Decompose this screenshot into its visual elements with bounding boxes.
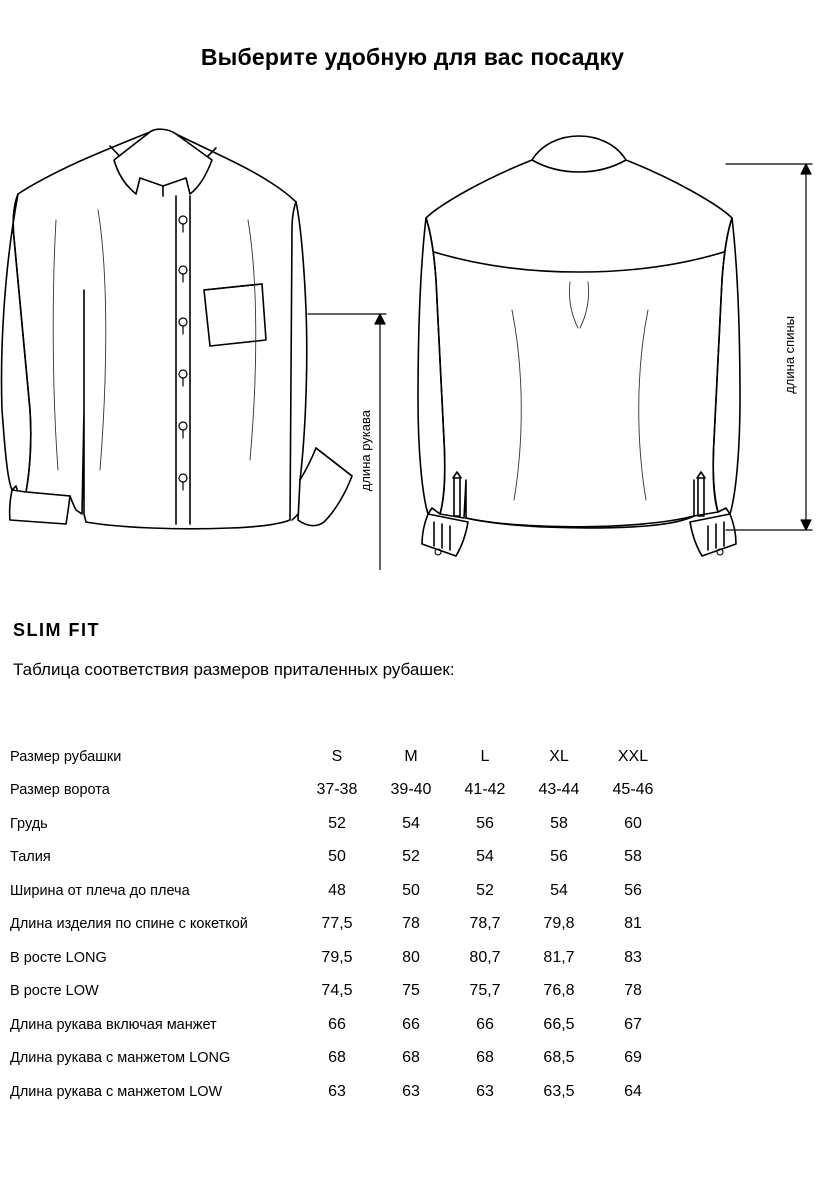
row-cell: 68 bbox=[402, 1049, 420, 1067]
row-cell: 54 bbox=[402, 814, 420, 832]
row-cell: 52 bbox=[328, 814, 346, 832]
fit-description: Таблица соответствия размеров приталенных рубашек: bbox=[13, 660, 455, 679]
fit-name: SLIM FIT bbox=[13, 620, 100, 640]
row-cell: 50 bbox=[328, 848, 346, 866]
row-cell: 64 bbox=[624, 1082, 642, 1100]
row-cell: 66 bbox=[476, 1015, 494, 1033]
back-length-label: длина спины bbox=[782, 316, 797, 394]
table-header-col-3: XL bbox=[549, 747, 569, 765]
row-cell: 80 bbox=[402, 948, 420, 966]
row-cell: 78 bbox=[624, 982, 642, 1000]
row-cell: 43-44 bbox=[538, 781, 580, 799]
table-header-label: Размер рубашки bbox=[10, 748, 122, 765]
size-table bbox=[10, 740, 670, 1109]
row-cell: 66,5 bbox=[543, 1015, 575, 1033]
row-cell: 69 bbox=[624, 1049, 642, 1067]
row-cell: 77,5 bbox=[321, 915, 353, 933]
table-header-col-2: L bbox=[480, 747, 490, 765]
table-row bbox=[10, 975, 670, 1009]
table-row bbox=[10, 941, 670, 975]
row-cell: 63 bbox=[328, 1082, 346, 1100]
row-label: Ширина от плеча до плеча bbox=[10, 882, 190, 899]
table-header-row bbox=[10, 740, 670, 774]
row-cell: 68 bbox=[476, 1049, 494, 1067]
row-cell: 56 bbox=[550, 848, 568, 866]
table-row bbox=[10, 1042, 670, 1076]
row-cell: 63 bbox=[402, 1082, 420, 1100]
row-label: Длина рукава с манжетом LONG bbox=[10, 1050, 231, 1067]
row-cell: 78 bbox=[402, 915, 420, 933]
table-header-col-1: M bbox=[404, 747, 418, 765]
row-cell: 63 bbox=[476, 1082, 494, 1100]
row-cell: 37-38 bbox=[316, 781, 358, 799]
sleeve-length-label: длина рукава bbox=[358, 410, 373, 492]
row-cell: 66 bbox=[328, 1015, 346, 1033]
shirt-front-view bbox=[2, 129, 352, 529]
row-cell: 58 bbox=[550, 814, 568, 832]
shirt-illustration bbox=[0, 110, 825, 570]
row-label: Талия bbox=[10, 849, 51, 866]
row-cell: 45-46 bbox=[612, 781, 654, 799]
row-cell: 80,7 bbox=[469, 948, 501, 966]
row-cell: 83 bbox=[624, 948, 642, 966]
row-label: В росте LOW bbox=[10, 983, 99, 1000]
row-cell: 52 bbox=[476, 881, 494, 899]
row-cell: 79,5 bbox=[321, 948, 353, 966]
table-header-col-4: XXL bbox=[617, 747, 649, 765]
table-row bbox=[10, 874, 670, 908]
row-cell: 39-40 bbox=[390, 781, 432, 799]
row-cell: 66 bbox=[402, 1015, 420, 1033]
row-cell: 74,5 bbox=[321, 982, 353, 1000]
row-cell: 76,8 bbox=[543, 982, 575, 1000]
row-cell: 75,7 bbox=[469, 982, 501, 1000]
row-cell: 48 bbox=[328, 881, 346, 899]
table-row bbox=[10, 807, 670, 841]
row-cell: 81 bbox=[624, 915, 642, 933]
row-label: Длина изделия по спине с кокеткой bbox=[10, 916, 248, 933]
row-cell: 67 bbox=[624, 1015, 642, 1033]
row-cell: 41-42 bbox=[464, 781, 506, 799]
row-cell: 60 bbox=[624, 814, 642, 832]
table-row bbox=[10, 841, 670, 875]
row-cell: 63,5 bbox=[543, 1082, 575, 1100]
row-cell: 56 bbox=[624, 881, 642, 899]
row-cell: 54 bbox=[550, 881, 568, 899]
row-cell: 68 bbox=[328, 1049, 346, 1067]
table-header-col-0: S bbox=[331, 747, 343, 765]
row-label: Длина рукава с манжетом LOW bbox=[10, 1083, 223, 1100]
row-cell: 50 bbox=[402, 881, 420, 899]
row-cell: 58 bbox=[624, 848, 642, 866]
row-label: В росте LONG bbox=[10, 949, 107, 966]
shirt-back-view bbox=[418, 136, 740, 556]
table-row bbox=[10, 774, 670, 808]
row-label: Длина рукава включая манжет bbox=[10, 1016, 217, 1033]
row-label: Грудь bbox=[10, 815, 48, 832]
row-cell: 68,5 bbox=[543, 1049, 575, 1067]
row-cell: 52 bbox=[402, 848, 420, 866]
row-label: Размер ворота bbox=[10, 782, 110, 799]
row-cell: 78,7 bbox=[469, 915, 501, 933]
table-row bbox=[10, 1008, 670, 1042]
row-cell: 79,8 bbox=[543, 915, 575, 933]
row-cell: 54 bbox=[476, 848, 494, 866]
page-title: Выберите удобную для вас посадку bbox=[200, 44, 625, 70]
sleeve-length-dimension bbox=[308, 314, 386, 570]
table-row bbox=[10, 1075, 670, 1109]
row-cell: 75 bbox=[402, 982, 420, 1000]
table-row bbox=[10, 908, 670, 942]
row-cell: 81,7 bbox=[543, 948, 575, 966]
row-cell: 56 bbox=[476, 814, 494, 832]
